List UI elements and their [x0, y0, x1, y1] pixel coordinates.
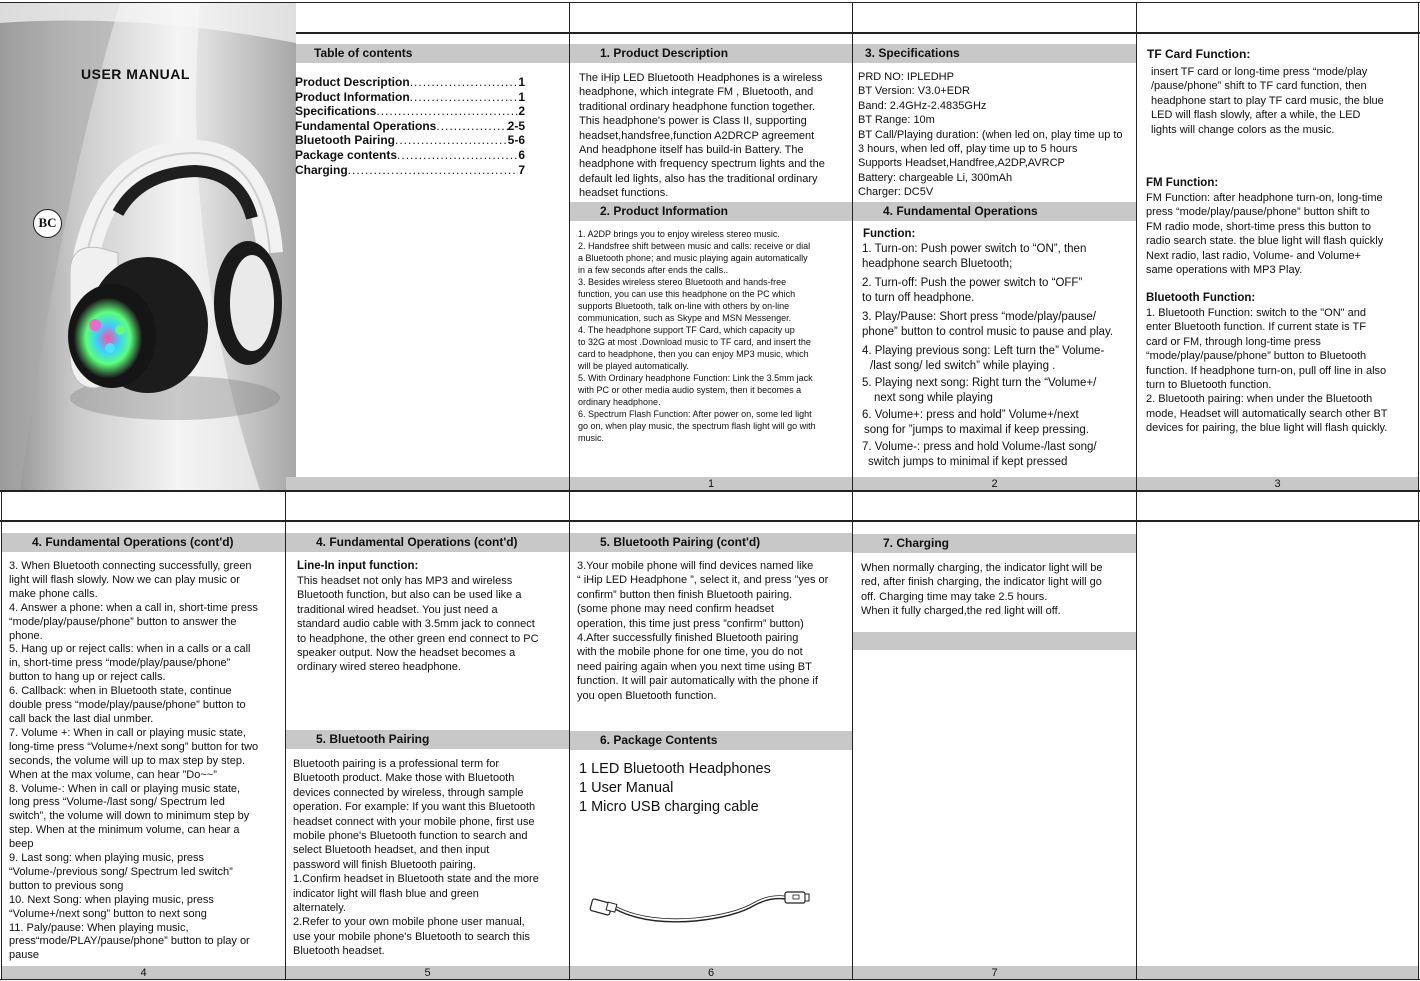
package-item: 1 Micro USB charging cable — [579, 799, 759, 815]
middle-rule-lower — [0, 520, 1420, 522]
bc-badge-label: BC — [38, 215, 57, 230]
bluetooth-pairing-text: Bluetooth pairing is a professional term for Bluetooth product. Make those with Bluetooth devices connected by wireless, through sample operation. For example: If you want this Bluetooth headset connect with your mobile phone, first use mobile phone's Bluetooth function to search and select Bluetooth headset, and then input password will finish Bluetooth pairing. 1.Confirm headset in Bluetooth state and the more indicator light will flash blue and green alternately. 2.Refer to your own mobile phone user manual, use your mobile phone's Bluetooth to search this Bluetooth headset. — [293, 758, 539, 958]
page4-heading: 4. Fundamental Operations (cont'd) — [2, 533, 285, 552]
fundamental-operations-list: 1. Turn-on: Push power switch to “ON”, then headphone search Bluetooth; 2. Turn-off: Push the power switch to “OFF” to turn off headphone. 3. Play/Pause: Short press “mode/play/pause/ phone” button to control music to pause and play. 4. Playing previous song: Left turn the” Volume- /last song/ led switch” while playing . 5. Playing next song: Right turn the “Volume+/ next song while playing 6. Volume+: press and hold” Volume+/next song for ”jumps to maximal if keep pressing. 7. Volume-: press and hold Volume-/last song/ switch jumps to minimal if kept pressed — [862, 243, 1114, 468]
page6-text: 3.Your mobile phone will find devices named like “ iHip LED Headphone ”, select it, and press ”yes or confirm” button then finish Bluetooth pairing. (some phone may need confirm headset operation, this time just press ”confirm” button) 4.After successfully finished Bluetooth pairing with the mobile phone for one time, you do not need pairing again when you next time using BT function. It will pair automatically with the phone if you open Bluetooth function. — [577, 560, 829, 702]
line-in-text: This headset not only has MP3 and wireless Bluetooth function, but also can be used like a traditional wired headset. You just need a standard audio cable with 3.5mm jack to connect to headphone, the other green end connect to PC speaker output. Now the headset becomes a ordinary wired stereo headphone. — [297, 575, 539, 674]
cover-title: USER MANUAL — [81, 66, 190, 82]
bluetooth-function-heading: Bluetooth Function: — [1146, 292, 1256, 304]
middle-rule-upper — [0, 490, 1420, 492]
product-information-heading: 2. Product Information — [570, 202, 852, 221]
cover-panel — [0, 3, 296, 490]
product-information-text: 1. A2DP brings you to enjoy wireless stereo music. 2. Handsfree shift between music and calls: receive or dial a Bluetooth phone; and music playing again automatically in a few seconds after ends the calls.. 3. Besides wireless stereo Bluetooth and hands-free function, you can use this headphone on the PC which supports Bluetooth, talk on-line with others by on-line communication, such as Skype and MSN Messenger. 4. The headphone support TF Card, which capacity up to 32G at most .Download music to TF card, and insert the card to headphone, then you can enjoy MP3 music, which will be played automatically. 5. With Ordinary headphone Function: Link the 3.5mm jack with PC or other media audio system, then it becomes a ordinary headphone. 6. Spectrum Flash Function: After power on, some led light go on, when play music, the spectrum flash light will go with music. — [578, 229, 816, 443]
bc-badge — [33, 209, 62, 238]
bluetooth-pairing-heading: 5. Bluetooth Pairing — [286, 730, 569, 749]
charging-footer-bar — [853, 632, 1136, 650]
toc-item[interactable]: Package contents ..... 6 — [295, 148, 525, 163]
toc-list — [295, 75, 525, 177]
column-divider — [1136, 2, 1137, 980]
page-number: 1 — [707, 478, 715, 490]
toc-item[interactable]: Product Information ..... 1 — [295, 90, 525, 105]
toc-item[interactable]: Charging ..... 7 — [295, 163, 525, 178]
page-number: 5 — [424, 967, 431, 979]
usb-cable-icon — [585, 885, 815, 930]
charging-heading: 7. Charging — [853, 534, 1136, 553]
right-border — [1418, 2, 1419, 980]
package-contents-list — [579, 760, 771, 817]
page-number: 6 — [707, 967, 715, 979]
charging-text: When normally charging, the indicator light will be red, after finish charging, the indicator light will go off. Charging time may take 2.5 hours. When it fully charged,the red light will off. — [861, 562, 1103, 618]
package-item: 1 LED Bluetooth Headphones — [579, 761, 771, 777]
tf-card-text: insert TF card or long-time press “mode/play /pause/phone” shift to TF card function, then headphone start to play TF card music, the blue LED will flash slowly, after a while, the LED lights will change colors as the music. — [1151, 66, 1384, 136]
page-number: 4 — [140, 967, 147, 979]
left-border — [1, 490, 2, 980]
package-contents-heading: 6. Package Contents — [570, 731, 852, 750]
toc-item[interactable]: Specifications ..... 2 — [295, 104, 525, 119]
specifications-heading: 3. Specifications — [853, 44, 1136, 63]
product-description-heading: 1. Product Description — [570, 44, 852, 63]
package-item: 1 User Manual — [579, 780, 674, 796]
fm-heading: FM Function: — [1146, 177, 1219, 189]
toc-heading: Table of contents — [296, 44, 569, 63]
page-footer — [286, 477, 569, 490]
toc-item[interactable]: Product Description ..... 1 — [295, 75, 525, 90]
specifications-text: PRD NO: IPLEDHP BT Version: V3.0+EDR Band: 2.4GHz-2.4835GHz BT Range: 10m BT Call/Playing duration: (when led on, play time up to 3 hours, when led off, play time up to 5 hours Supports Headset,Handfree,A2DP,AVRCP Battery: chargeable Li, 300mAh Charger: DC5V — [858, 71, 1123, 199]
page-number: 2 — [991, 478, 998, 490]
page6-heading: 5. Bluetooth Pairing (cont'd) — [570, 533, 852, 552]
product-description-text: The iHip LED Bluetooth Headphones is a wireless headphone, which integrate FM , Bluetooth, and traditional ordinary headphone function together. This headphone's power is Class II, supporting headset,handsfree,function A2DRCP agreement And headphone itself has build-in Battery. The headphone with frequency spectrum lights and the default led lights, also has the traditional ordinary headset functions. — [579, 72, 825, 200]
line-in-heading: Line-In input function: — [297, 560, 419, 572]
tf-card-heading: TF Card Function: — [1147, 47, 1251, 61]
column-divider — [852, 2, 853, 980]
toc-item[interactable]: Fundamental Operations ..... 2-5 — [295, 119, 525, 134]
page-number: 3 — [1274, 478, 1281, 490]
column-divider — [569, 2, 570, 980]
bluetooth-function-text: 1. Bluetooth Function: switch to the "ON" and enter Bluetooth function. If current state is TF card or FM, through long-time press “mode/play/pause/phone” button to Bluetooth function. If headphone turn-on, pull off line in also turn to Bluetooth function. 2. Bluetooth pairing: when under the Bluetooth mode, Headset will automatically search other BT devices for pairing, the blue light will flash quickly. — [1146, 307, 1388, 435]
function-label: Function: — [863, 228, 916, 240]
toc-item[interactable]: Bluetooth Pairing ..... 5-6 — [295, 133, 525, 148]
page4-text: 3. When Bluetooth connecting successfully, green light will flash slowly. Now we can play music or make phone calls. 4. Answer a phone: when a call in, short-time press “mode/play/pause/phone” button to answer the phone. 5. Hang up or reject calls: when in a calls or a call in, short-time press “mode/play/pause/phone” button to hang up or reject calls. 6. Callback: when in Bluetooth state, continue double press “mode/play/pause/phone” button to call back the last dial unmber. 7. Volume +: When in call or playing music state, long-time press “Volume+/next song” button for two seconds, the volume will up to max step by step. When at the max volume, can hear ”Do~~” 8. Volume-: When in call or playing music state, long press “Volume-/last song/ Spectrum led switch”, the volume will down to minimum step by step. When at the minimum volume, can hear a beep 9. Last song: when playing music, press “Volume-/previous song/ Spectrum led switch” button to previous song 10. Next Song: when playing music, press “Volume+/next song” button to next song 11. Paly/pause: When playing music, press“mode/PLAY/pause/phone” button to play or pause — [9, 560, 259, 962]
page5-heading: 4. Fundamental Operations (cont'd) — [286, 533, 569, 552]
fm-text: FM Function: after headphone turn-on, long-time press “mode/play/pause/phone” button shift to FM radio mode, short-time press this button to radio search state. the blue light will flash quickly Next radio, last radio, Volume- and Volume+ same operations with MP3 Play. — [1146, 192, 1384, 277]
page-number: 7 — [991, 967, 998, 979]
page-footer — [1137, 966, 1418, 979]
fundamental-operations-heading: 4. Fundamental Operations — [853, 202, 1136, 221]
bottom-border — [0, 979, 1420, 980]
